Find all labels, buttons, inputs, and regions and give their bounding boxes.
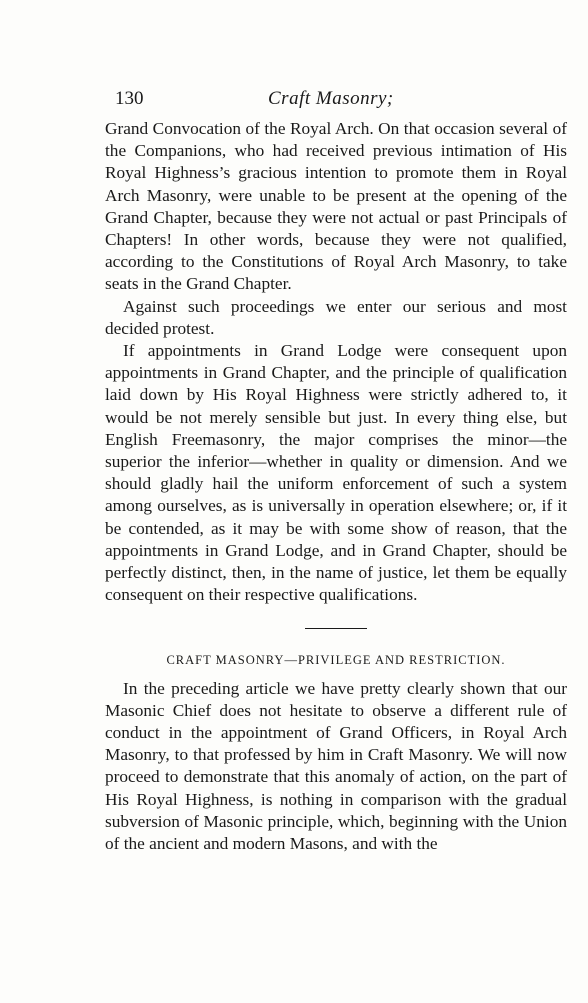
- page-header: [105, 88, 567, 112]
- paragraph-protest: Against such proceedings we enter our serious and most decided protest.: [105, 296, 567, 338]
- section-divider: [305, 628, 367, 629]
- paragraph-section-body: In the preceding article we have pretty clearly shown that our Masonic Chief does not hesitate to observe a different rule of conduct in the appointment of Grand Officers, in Royal Arch Masonry, to that professed by him in Craft Masonry. We will now proceed to demonstrate that this anomaly of action, on the part of His Royal Highness, is nothing in comparison with the gradual subversion of Masonic principle, which, beginning with the Union of the ancient and modern Masons, and with the: [105, 678, 567, 854]
- paragraph-continued: Grand Convocation of the Royal Arch. On that occasion several of the Companions, who had received previous intimation of His Royal Highness’s gracious intention to promote them in Royal Arch Masonry, were unable to be present at the opening of the Grand Chapter, because they were not actual or past Principals of Chapters! In other words, because they were not qualified, according to the Constitutions of Royal Arch Masonry, to take seats in the Grand Chapter.: [105, 119, 567, 294]
- running-title: Craft Masonry;: [268, 88, 394, 109]
- paragraph-appointments: If appointments in Grand Lodge were consequent upon appointments in Grand Chapter, and the principle of qualification laid down by His Royal Highness were strictly adhered to, it would be not merely sensible but just. In every thing else, but English Freemasonry, the major comprises the minor—the superior the inferior—whether in quality or dimension. And we should gladly hail the uniform enforcement of such a system among ourselves, as is universally in operation elsewhere; or, if it be contended, as it may be with some show of reason, that the appointments in Grand Lodge, and in Grand Chapter, should be perfectly distinct, then, in the name of justice, let them be equally consequent on their respective qualifications.: [105, 341, 567, 605]
- section-heading: CRAFT MASONRY—PRIVILEGE AND RESTRICTION.: [166, 653, 506, 668]
- body-text: [105, 118, 567, 855]
- page-number: 130: [115, 88, 144, 109]
